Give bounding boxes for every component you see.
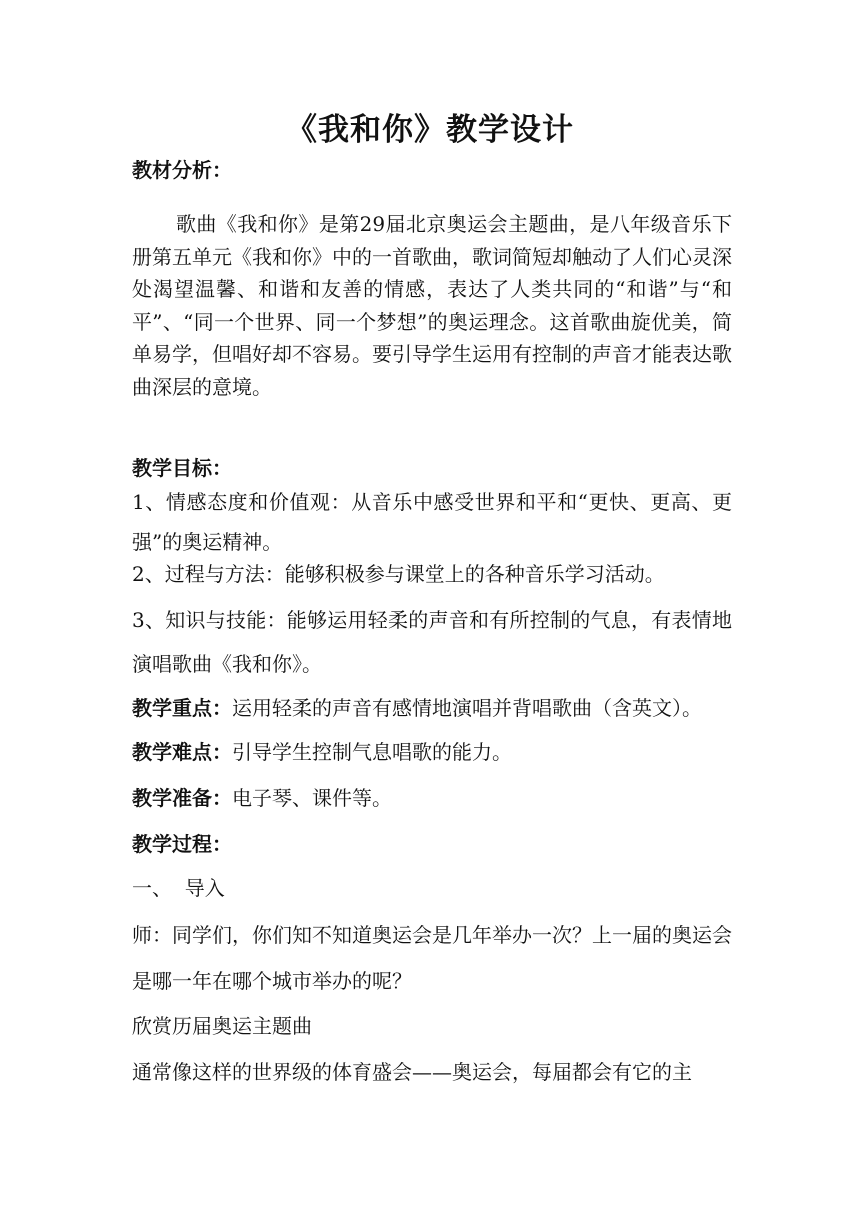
section-heading-goals: 教学目标：: [132, 456, 232, 480]
preparation-line: [132, 776, 732, 820]
preparation-label: 教学准备：: [132, 786, 232, 810]
key-point-text: 运用轻柔的声音有感情地演唱并背唱歌曲（含英文）。: [232, 696, 702, 720]
appreciate-line: 欣赏历届奥运主题曲: [132, 1014, 312, 1038]
goal-item-1: 1、情感态度和价值观：从音乐中感受世界和平和“更快、更高、更强”的奥运精神。: [132, 490, 732, 554]
difficulty-label: 教学难点：: [132, 740, 232, 764]
process-step-1: 一、 导入: [132, 876, 225, 900]
analysis-paragraph: 歌曲《我和你》是第29届北京奥运会主题曲，是八年级音乐下册第五单元《我和你》中的一首歌曲，歌词简短却触动了人们心灵深处渴望温馨、和谐和友善的情感，表达了人类共同的“和谐”与“和平”、“同一个世界、同一个梦想”的奥运理念。这首歌曲旋优美，简单易学，但唱好却不容易。要引导学生运用有控制的声音才能表达歌曲深层的意境。: [132, 212, 732, 399]
difficulty-line: [132, 730, 732, 774]
difficulty-text: 引导学生控制气息唱歌的能力。: [232, 740, 512, 764]
document-title: 《我和你》教学设计: [286, 112, 574, 148]
process-heading: [132, 822, 732, 866]
goal-item-2: 2、过程与方法：能够积极参与课堂上的各种音乐学习活动。: [132, 562, 665, 586]
key-point-line: [132, 686, 732, 730]
teacher-question: 师：同学们，你们知不知道奥运会是几年举办一次？上一届的奥运会是哪一年在哪个城市举办的呢？: [132, 923, 732, 993]
process-heading-text: 教学过程：: [132, 832, 232, 856]
key-point-label: 教学重点：: [132, 696, 232, 720]
preparation-text: 电子琴、课件等。: [232, 786, 392, 810]
goal-item-3: 3、知识与技能：能够运用轻柔的声音和有所控制的气息，有表情地演唱歌曲《我和你》。: [132, 608, 732, 676]
process-body-paragraph: 通常像这样的世界级的体育盛会——奥运会，每届都会有它的主: [132, 1060, 692, 1084]
section-heading-analysis: 教材分析：: [132, 158, 232, 182]
